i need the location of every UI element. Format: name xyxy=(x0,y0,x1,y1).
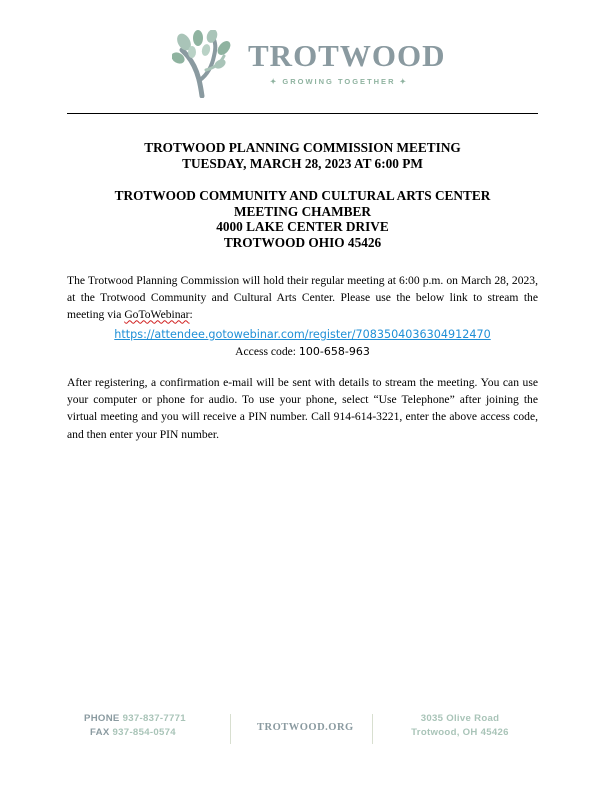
intro-paragraph xyxy=(67,272,538,324)
phone-label: PHONE xyxy=(84,713,120,724)
phone-number: 937-837-7771 xyxy=(122,713,186,724)
webinar-registration-link[interactable]: https://attendee.gotowebinar.com/register/7083504036304912470 xyxy=(114,328,491,341)
venue-line-4: TROTWOOD OHIO 45426 xyxy=(223,234,382,250)
venue-line-1: TROTWOOD COMMUNITY AND CULTURAL ARTS CENTER xyxy=(114,188,491,203)
intro-text: The Trotwood Planning Commission will hold their regular meeting at 6:00 p.m. on March 28, 2023, at the Trotwood Community and Cultural Arts Center. Please use the below link to stream the meeting via xyxy=(67,274,538,322)
access-code-label: Access code: xyxy=(235,345,299,358)
meeting-title-line-1: TROTWOOD PLANNING COMMISSION MEETING xyxy=(144,140,461,155)
address-line-1: 3035 Olive Road xyxy=(420,713,500,724)
footer-divider-1 xyxy=(230,714,231,744)
access-code-line xyxy=(67,345,538,358)
venue-line-2: MEETING CHAMBER xyxy=(233,203,372,219)
footer-contact xyxy=(84,712,186,740)
footer-address xyxy=(404,712,516,740)
platform-name: GoToWebinar xyxy=(124,308,190,322)
tree-logo-icon xyxy=(172,30,232,98)
logo-wordmark: TROTWOOD xyxy=(248,38,446,73)
footer-website: TROTWOOD.ORG xyxy=(257,722,354,733)
fax-label: FAX xyxy=(90,727,110,738)
footer-divider-2 xyxy=(372,714,373,744)
trotwood-logo xyxy=(172,30,446,98)
address-line-2: Trotwood, OH 45426 xyxy=(411,727,509,738)
meeting-title xyxy=(67,140,538,171)
meeting-title-line-2: TUESDAY, MARCH 28, 2023 AT 6:00 PM xyxy=(182,155,423,171)
venue-line-3: 4000 LAKE CENTER DRIVE xyxy=(216,219,389,234)
header-divider xyxy=(67,113,538,114)
intro-end: : xyxy=(189,308,193,322)
fax-number: 937-854-0574 xyxy=(112,727,176,738)
access-code-value: 100-658-963 xyxy=(298,345,370,358)
venue-block xyxy=(67,188,538,250)
logo-tagline: ✦ GROWING TOGETHER ✦ xyxy=(270,77,408,86)
instructions-paragraph: After registering, a confirmation e-mail will be sent with details to stream the meeting. You can use your computer or phone for audio. To use your phone, select “Use Telephone” after joining the virtual meeting and you will receive a PIN number. Call 914-614-3221, enter the above access code, and then enter your PIN number. xyxy=(67,376,538,441)
